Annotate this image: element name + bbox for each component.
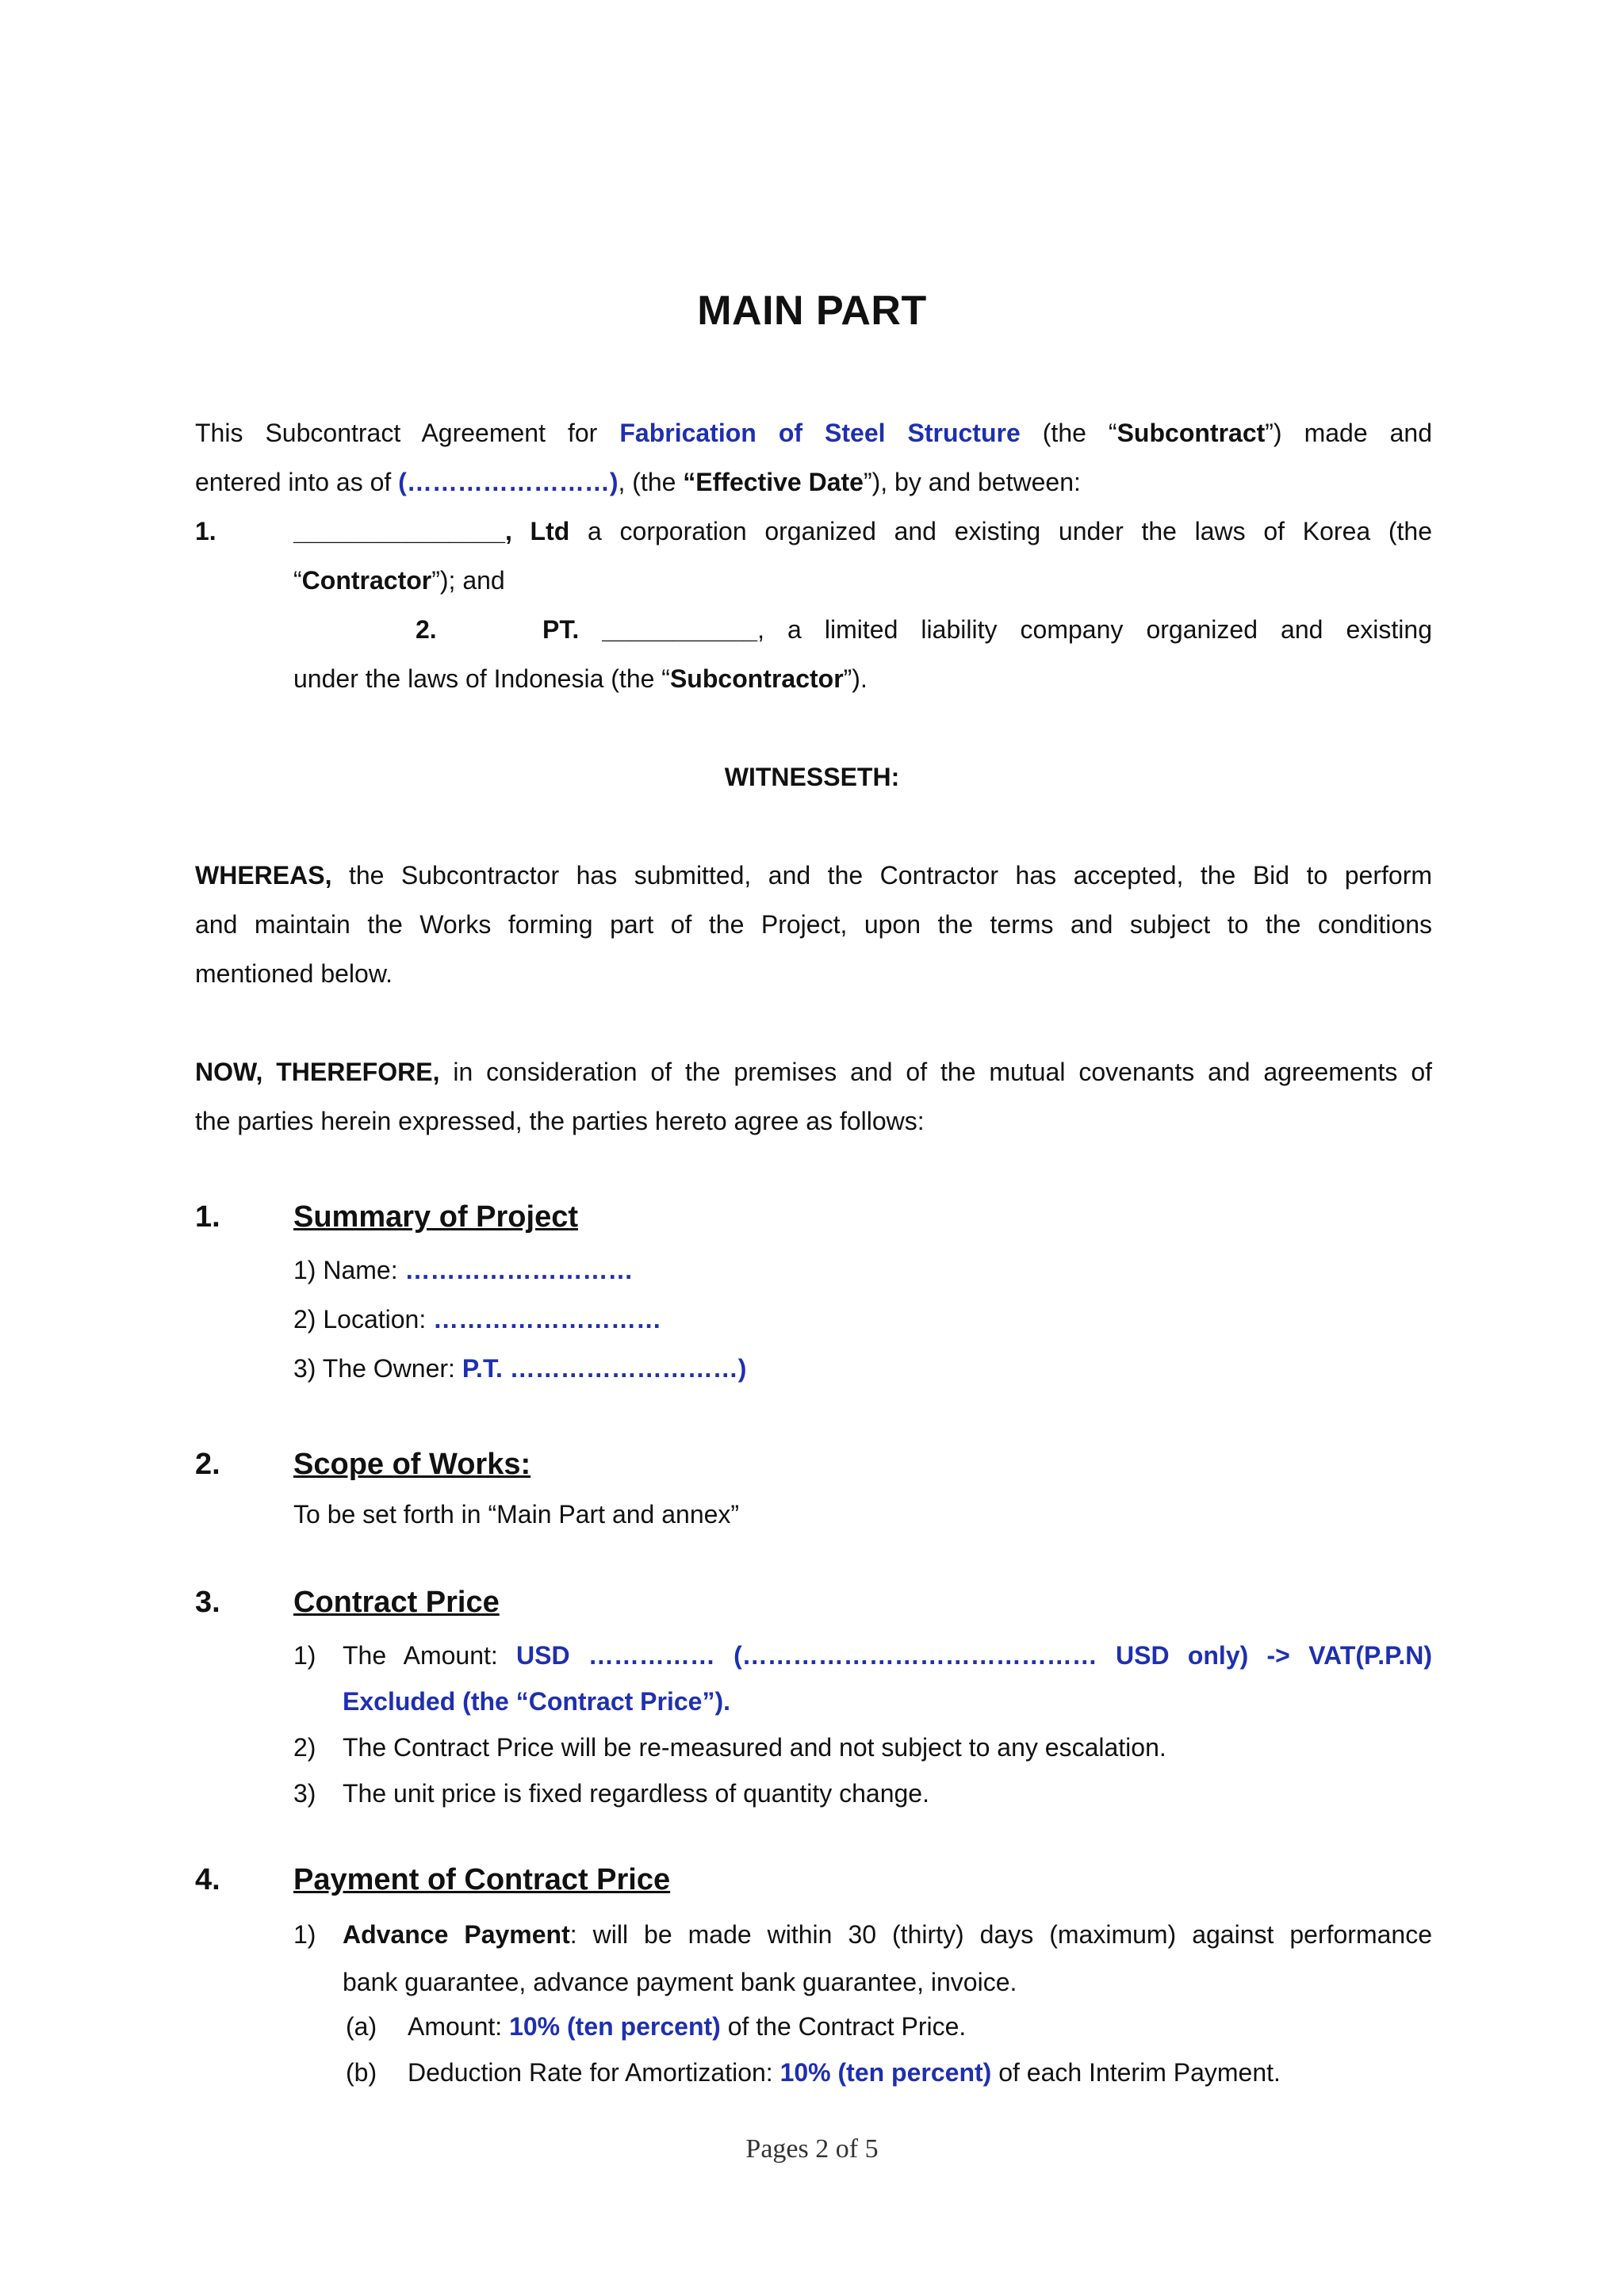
subcontract-term: Subcontract: [1116, 419, 1266, 447]
party1-line-1: [293, 515, 1432, 547]
section-title: Payment of Contract Price: [293, 1863, 671, 1896]
amount-number: 1): [293, 1641, 316, 1670]
party2-line-1: [542, 614, 1432, 645]
section-number: 2.: [195, 1448, 220, 1481]
intro-text: ”) made and: [1265, 419, 1433, 447]
intro-line-1: [195, 417, 1432, 449]
party2-text: ”).: [843, 664, 868, 693]
effective-date-blank: (……………………): [398, 468, 619, 496]
whereas-line-2: and maintain the Works forming part of the Project, upon the terms and subject to the conditions: [195, 910, 1432, 939]
section-title: Contract Price: [293, 1586, 500, 1619]
whereas-lead: WHEREAS,: [195, 861, 332, 890]
item-label: 1) Name:: [293, 1256, 405, 1284]
sub-item-a: [408, 2011, 966, 2042]
party2-number: 2.: [416, 615, 437, 644]
project-owner-item: [293, 1353, 746, 1384]
advance-payment-label: Advance Payment: [343, 1920, 570, 1949]
witnesseth-heading: WITNESSETH:: [724, 763, 900, 791]
sub-item-text: of the Contract Price.: [720, 2012, 967, 2041]
item-label: 3) The Owner:: [293, 1354, 462, 1383]
amount-line-2: Excluded (the “Contract Price”).: [343, 1687, 730, 1716]
party2-text: , a limited liability company organized and existing: [757, 615, 1433, 644]
sub-item-b-number: (b): [346, 2058, 377, 2087]
advance-payment-line-1: [343, 1919, 1432, 1950]
sub-item-text: of each Interim Payment.: [991, 2058, 1281, 2087]
intro-line-2: [195, 466, 1081, 498]
now-therefore-lead: NOW, THEREFORE,: [195, 1058, 440, 1086]
party1-text: “: [293, 566, 302, 595]
section-1-heading: [195, 1200, 578, 1234]
sub-item-a-number: (a): [346, 2012, 377, 2041]
amount-value: USD …………… (…………………………………… USD only) -> VAT(P.P.N): [516, 1641, 1432, 1670]
remeasure-number: 2): [293, 1733, 316, 1762]
party2-line-2: [293, 663, 868, 695]
intro-text: (the “: [1020, 419, 1117, 447]
intro-text: entered into as of: [195, 468, 399, 496]
amount-line-1: [343, 1640, 1432, 1671]
amount-label: The Amount:: [343, 1641, 517, 1670]
effective-date-term: “Effective Date: [683, 468, 864, 496]
advance-payment-line-2: bank guarantee, advance payment bank guarantee, invoice.: [343, 1968, 1017, 1996]
party1-line-2: [293, 564, 505, 596]
intro-text: ”), by and between:: [863, 468, 1081, 496]
scope-text: To be set forth in “Main Part and annex”: [293, 1500, 740, 1529]
contractor-term: Contractor: [301, 566, 432, 595]
intro-text: This Subcontract Agreement for: [195, 419, 620, 447]
party1-text: ”); and: [431, 566, 505, 595]
whereas-line-1: [195, 859, 1432, 891]
sub-item-label: Amount:: [408, 2012, 510, 2041]
section-number: 4.: [195, 1863, 220, 1896]
now-line-2: the parties herein expressed, the parties hereto agree as follows:: [195, 1107, 925, 1135]
section-title: Scope of Works:: [293, 1448, 531, 1481]
sub-item-value: 10% (ten percent): [509, 2012, 721, 2041]
item-value: ………………………: [433, 1305, 662, 1334]
section-4-heading: [195, 1863, 670, 1897]
now-line-1: [195, 1056, 1432, 1088]
item-value: P.T. ………………………): [462, 1354, 747, 1383]
party1-text: a corporation organized and existing under the laws of Korea (the: [569, 517, 1433, 545]
sub-item-label: Deduction Rate for Amortization:: [408, 2058, 780, 2087]
section-title: Summary of Project: [293, 1200, 578, 1234]
project-name: Fabrication of Steel Structure: [619, 419, 1021, 447]
project-name-item: [293, 1254, 633, 1286]
section-number: 1.: [195, 1200, 220, 1234]
project-location-item: [293, 1303, 661, 1335]
sub-item-value: 10% (ten percent): [779, 2058, 992, 2087]
now-text: in consideration of the premises and of the mutual covenants and agreements of: [439, 1058, 1433, 1086]
advance-payment-number: 1): [293, 1920, 316, 1949]
unit-price-text: The unit price is fixed regardless of quantity change.: [343, 1779, 929, 1808]
party2-name: PT. ___________: [542, 615, 758, 644]
party1-name: _______________, Ltd: [293, 517, 570, 545]
item-value: ………………………: [404, 1256, 634, 1284]
advance-payment-text: : will be made within 30 (thirty) days (maximum) against performance: [569, 1920, 1433, 1949]
sub-item-b: [408, 2057, 1281, 2088]
party2-text: under the laws of Indonesia (the “: [293, 664, 670, 693]
section-2-heading: [195, 1448, 530, 1482]
intro-text: , (the: [618, 468, 684, 496]
remeasure-text: The Contract Price will be re-measured and not subject to any escalation.: [343, 1733, 1166, 1762]
whereas-line-3: mentioned below.: [195, 959, 393, 988]
page-number-footer: Pages 2 of 5: [745, 2134, 879, 2164]
item-label: 2) Location:: [293, 1305, 434, 1334]
section-number: 3.: [195, 1586, 220, 1619]
section-3-heading: [195, 1586, 500, 1620]
subcontractor-term: Subcontractor: [669, 664, 844, 693]
party1-number: 1.: [195, 517, 216, 545]
unit-price-number: 3): [293, 1779, 316, 1808]
whereas-text: the Subcontractor has submitted, and the Contractor has accepted, the Bid to perform: [331, 861, 1432, 890]
page-title: MAIN PART: [697, 288, 927, 334]
